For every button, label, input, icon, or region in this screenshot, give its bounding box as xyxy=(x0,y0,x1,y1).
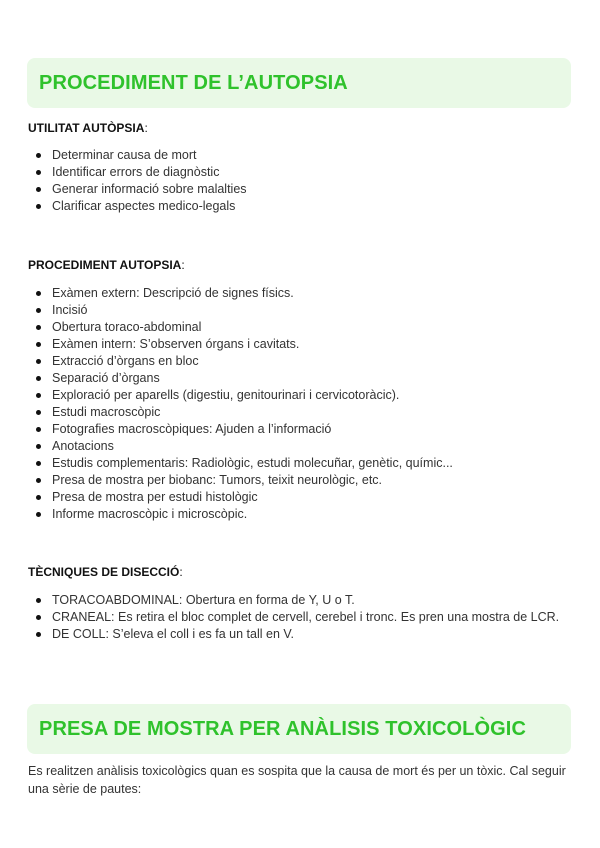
list-item-text: Generar informació sobre malalties xyxy=(52,182,247,196)
list-item-text: TORACOABDOMINAL: Obertura en forma de Y, U o T. xyxy=(52,593,355,607)
list-item xyxy=(34,592,566,609)
list-item-text: Informe macroscòpic i microscòpic. xyxy=(52,507,248,521)
list-item xyxy=(34,421,566,438)
list-item-text: Obertura toraco-abdominal xyxy=(52,320,202,334)
section-title: PRESA DE MOSTRA PER ANÀLISIS TOXICOLÒGIC xyxy=(39,717,527,740)
bullet-icon xyxy=(36,325,41,330)
list-item-text: Estudi macroscòpic xyxy=(52,405,161,419)
subheading-colon: : xyxy=(181,258,185,272)
bullet-icon xyxy=(36,170,41,175)
list-item-text: Exploració per aparells (digestiu, genitourinari i cervicotoràcic). xyxy=(52,388,400,402)
list-item xyxy=(34,285,566,302)
list-item-text: Presa de mostra per biobanc: Tumors, teixit neurològic, etc. xyxy=(52,473,383,487)
bullet-icon xyxy=(36,308,41,313)
bullet-icon xyxy=(36,204,41,209)
list-item-text: Estudis complementaris: Radiològic, estudi molecuñar, genètic, químic... xyxy=(52,456,453,470)
list-item xyxy=(34,198,566,215)
list-item-text: Separació d’òrgans xyxy=(52,371,160,385)
list-item xyxy=(34,164,566,181)
subheading-text: PROCEDIMENT AUTOPSIA xyxy=(28,258,182,272)
list-item xyxy=(34,319,566,336)
bullet-icon xyxy=(36,495,41,500)
list-item-text: Clarificar aspectes medico-legals xyxy=(52,199,236,213)
list-item xyxy=(34,147,566,164)
bullet-icon xyxy=(36,342,41,347)
list-item xyxy=(34,370,566,387)
tecniques-list xyxy=(34,592,566,643)
bullet-icon xyxy=(36,359,41,364)
list-item xyxy=(34,302,566,319)
list-item-text: Extracció d’òrgans en bloc xyxy=(52,354,199,368)
list-item-text: Incisió xyxy=(52,303,88,317)
bullet-icon xyxy=(36,393,41,398)
list-item xyxy=(34,472,566,489)
bullet-icon xyxy=(36,427,41,432)
procediment-list xyxy=(34,285,566,523)
list-item xyxy=(34,506,566,523)
section-title: PROCEDIMENT DE L’AUTOPSIA xyxy=(39,71,348,94)
bullet-icon xyxy=(36,291,41,296)
list-item xyxy=(34,609,566,626)
list-item xyxy=(34,336,566,353)
list-item xyxy=(34,438,566,455)
list-item-text: DE COLL: S’eleva el coll i es fa un tall en V. xyxy=(52,627,295,641)
bullet-icon xyxy=(36,615,41,620)
section-header-toxicologic xyxy=(27,704,571,754)
subheading-colon: : xyxy=(144,121,148,135)
bullet-icon xyxy=(36,598,41,603)
bullet-icon xyxy=(36,632,41,637)
list-item-text: Exàmen extern: Descripció de signes físics. xyxy=(52,286,294,300)
list-item-text: Determinar causa de mort xyxy=(52,148,197,162)
bullet-icon xyxy=(36,461,41,466)
section-header-procediment xyxy=(27,58,571,108)
list-item xyxy=(34,387,566,404)
list-item xyxy=(34,489,566,506)
list-item-text: Identificar errors de diagnòstic xyxy=(52,165,220,179)
list-item xyxy=(34,404,566,421)
subheading-text: TÈCNIQUES DE DISECCIÓ xyxy=(28,565,180,579)
bullet-icon xyxy=(36,444,41,449)
subheading-procediment xyxy=(28,258,185,272)
intro-paragraph: Es realitzen anàlisis toxicològics quan es sospita que la causa de mort és per un tòxic. Cal seguir una sèrie de pautes: xyxy=(28,764,566,796)
list-item xyxy=(34,455,566,472)
subheading-colon: : xyxy=(179,565,183,579)
subheading-text: UTILITAT AUTÒPSIA xyxy=(28,121,145,135)
bullet-icon xyxy=(36,376,41,381)
list-item xyxy=(34,353,566,370)
subheading-tecniques xyxy=(28,565,183,579)
bullet-icon xyxy=(36,153,41,158)
bullet-icon xyxy=(36,187,41,192)
list-item-text: Presa de mostra per estudi histològic xyxy=(52,490,258,504)
list-item-text: Fotografies macroscòpiques: Ajuden a l’informació xyxy=(52,422,332,436)
bullet-icon xyxy=(36,410,41,415)
utilitat-list xyxy=(34,147,566,215)
list-item-text: Anotacions xyxy=(52,439,114,453)
bullet-icon xyxy=(36,512,41,517)
list-item xyxy=(34,626,566,643)
list-item xyxy=(34,181,566,198)
bullet-icon xyxy=(36,478,41,483)
list-item-text: Exàmen intern: S’observen órgans i cavitats. xyxy=(52,337,300,351)
list-item-text: CRANEAL: Es retira el bloc complet de cervell, cerebel i tronc. Es pren una mostra de LCR. xyxy=(52,610,560,624)
subheading-utilitat xyxy=(28,121,148,135)
